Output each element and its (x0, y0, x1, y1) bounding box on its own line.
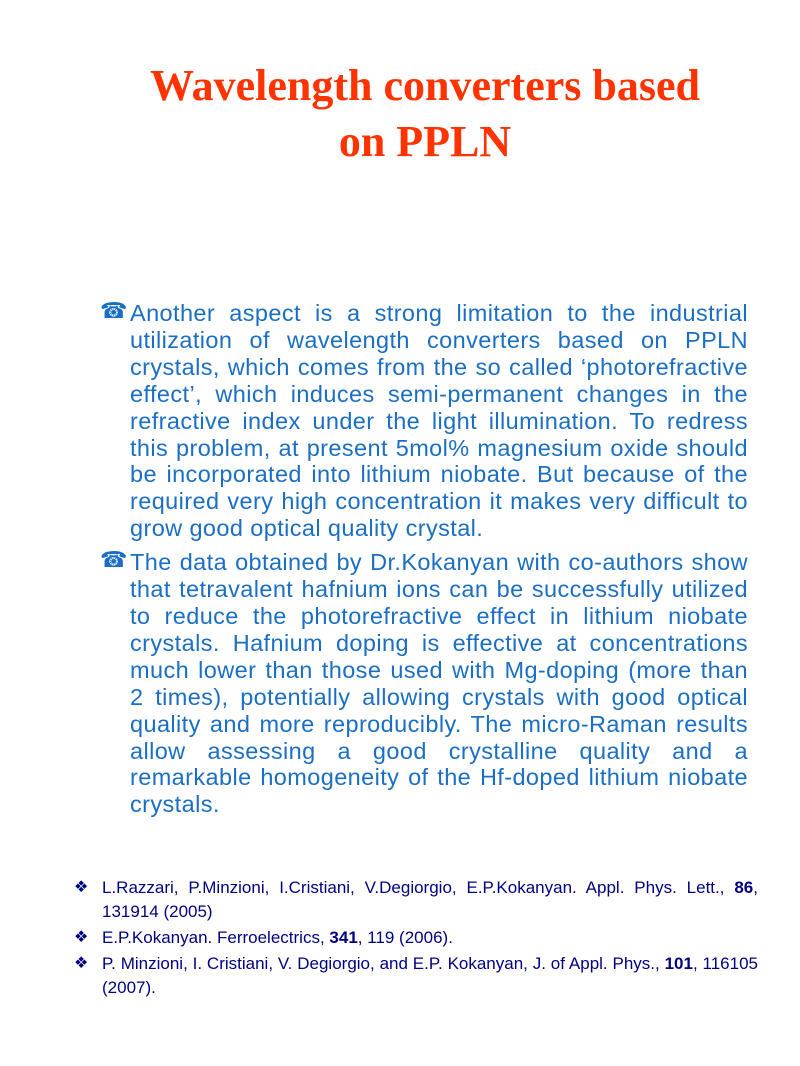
title-line-2: on PPLN (338, 117, 512, 166)
bullet-list (100, 300, 748, 825)
reference-volume: 341 (329, 928, 358, 947)
reference-item (74, 876, 758, 924)
diamond-bullet-icon: ❖ (74, 879, 89, 896)
telephone-icon: ☎ (100, 298, 128, 323)
diamond-bullet-icon: ❖ (74, 929, 89, 946)
title-line-1: Wavelength converters based (150, 61, 700, 110)
reference-volume: 101 (664, 954, 693, 973)
reference-list (74, 876, 758, 1002)
bullet-item (100, 300, 748, 542)
reference-item (74, 952, 758, 1000)
reference-text-end: , 119 (2006). (357, 928, 453, 947)
reference-text-end: , 131914 (2005) (102, 878, 758, 921)
reference-text: L.Razzari, P.Minzioni, I.Cristiani, V.Degiorgio, E.P.Kokanyan. Appl. Phys. Lett., (102, 878, 735, 897)
bullet-text: The data obtained by Dr.Kokanyan with co-authors show that tetravalent hafnium ions can be successfully utilized to reduce the photorefractive effect in lithium niobate crystals. Hafnium doping is effective at concentrations much lower than those used with Mg-doping (more than 2 times), potentially allowing crystals with good optical quality and more reproducibly. The micro-Raman results allow assessing a good crystalline quality and a remarkable homogeneity of the Hf-doped lithium niobate crystals. (130, 549, 748, 818)
bullet-item (100, 549, 748, 818)
diamond-bullet-icon: ❖ (74, 955, 89, 972)
slide-title (110, 58, 740, 170)
reference-text-end: , 116105 (2007). (102, 954, 758, 997)
reference-volume: 86 (734, 878, 754, 897)
reference-item (74, 926, 758, 950)
telephone-icon: ☎ (100, 547, 128, 573)
bullet-text: Another aspect is a strong limitation to the industrial utilization of wavelength converters based on PPLN crystals, which comes from the so called ‘photorefractive effect’, which induces semi-permanent changes in the refractive index under the light illumination. To redress this problem, at present 5mol% magnesium oxide should be incorporated into lithium niobate. But because of the required very high concentration it makes very difficult to grow good optical quality crystal. (130, 300, 748, 542)
reference-text: P. Minzioni, I. Cristiani, V. Degiorgio, and E.P. Kokanyan, J. of Appl. Phys., (102, 954, 665, 973)
reference-text: E.P.Kokanyan. Ferroelectrics, (102, 928, 330, 947)
